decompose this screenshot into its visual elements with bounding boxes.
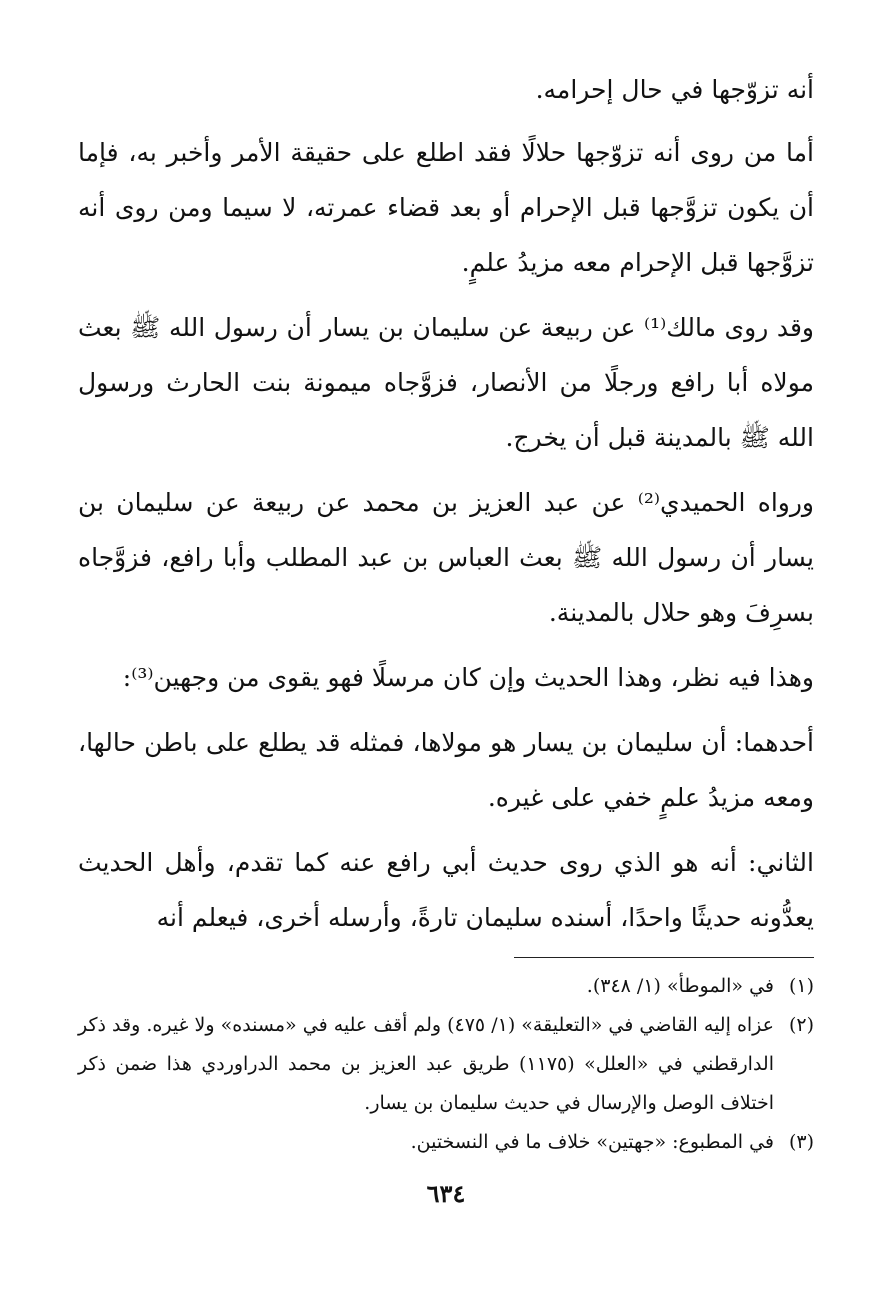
main-text [78, 62, 814, 945]
page-number: ٦٣٤ [426, 1179, 466, 1208]
footnote-2 [78, 1006, 814, 1123]
footnote-number: (٣) [788, 1131, 814, 1153]
footnote-number: (١) [788, 975, 814, 997]
paragraph-1: أنه تزوّجها في حال إحرامه. [535, 75, 814, 104]
footnote-divider [514, 957, 814, 958]
footnote-text: في «الموطأ» (١/ ٣٤٨). [586, 975, 774, 997]
footnote-text: في المطبوع: «جهتين» خلاف ما في النسختين. [410, 1131, 774, 1153]
footnote-3 [78, 1123, 814, 1162]
footnotes [78, 967, 814, 1162]
footnote-1 [78, 967, 814, 1006]
paragraph-7: الثاني: أنه هو الذي روى حديث أبي رافع عنه كما تقدم، وأهل الحديث يعدُّونه حديثًا واحدًا، أسنده سليمان تارةً، وأرسله أخرى، فيعلم أنه [78, 848, 814, 932]
paragraph-5: وهذا فيه نظر، وهذا الحديث وإن كان مرسلًا فهو يقوى من وجهين⁽³⁾: [122, 663, 814, 692]
footnote-number: (٢) [788, 1014, 814, 1036]
book-page [78, 62, 814, 1242]
paragraph-2: أما من روى أنه تزوّجها حلالًا فقد اطلع على حقيقة الأمر وأخبر به، فإما أن يكون تزوَّجها قبل الإحرام أو بعد قضاء عمرته، لا سيما ومن روى أنه تزوَّجها قبل الإحرام معه مزيدُ علمٍ. [78, 138, 814, 277]
paragraph-4: ورواه الحميدي⁽²⁾ عن عبد العزيز بن محمد عن ربيعة عن سليمان بن يسار أن رسول الله ﷺ بعث العباس بن عبد المطلب وأبا رافع، فزوَّجاه بسرِفَ وهو حلال بالمدينة. [78, 488, 814, 627]
paragraph-6: أحدهما: أن سليمان بن يسار هو مولاها، فمثله قد يطلع على باطن حالها، ومعه مزيدُ علمٍ خفي على غيره. [78, 728, 814, 812]
footnote-text: عزاه إليه القاضي في «التعليقة» (١/ ٤٧٥) ولم أقف عليه في «مسنده» ولا غيره. وقد ذكر الدارقطني في «العلل» (١١٧٥) طريق عبد العزيز بن محمد الدراوردي هذا ضمن ذكر اختلاف الوصل والإرسال في حديث سليمان بن يسار. [78, 1014, 774, 1114]
paragraph-3: وقد روى مالك⁽¹⁾ عن ربيعة عن سليمان بن يسار أن رسول الله ﷺ بعث مولاه أبا رافع ورجلًا من الأنصار، فزوَّجاه ميمونة بنت الحارث ورسول الله ﷺ بالمدينة قبل أن يخرج. [78, 313, 814, 452]
